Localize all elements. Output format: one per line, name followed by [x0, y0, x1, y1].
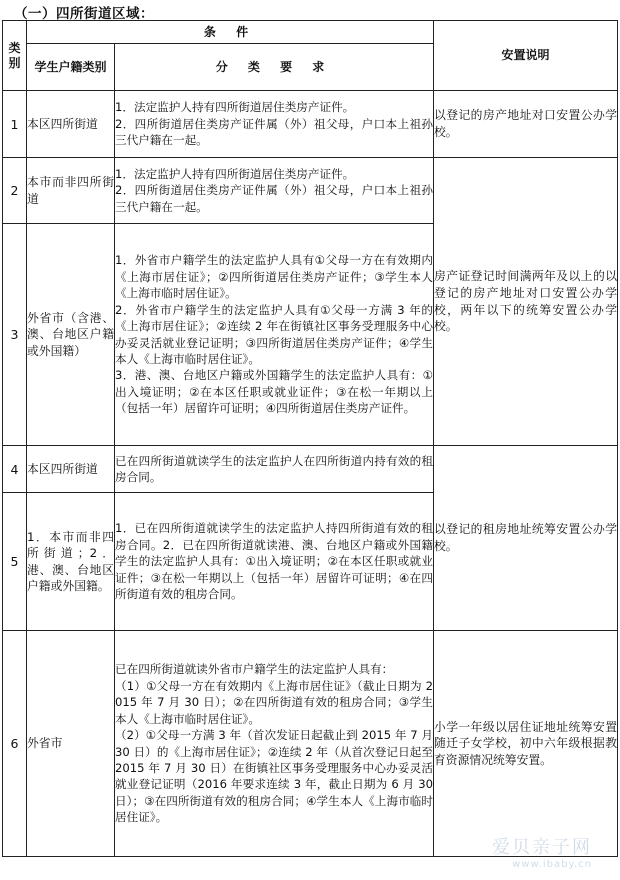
requirements: 已在四所街道就读外省市户籍学生的法定监护人具有： （1）①父母一方在有效期内《上海市居住证》（截止日期为 2015 年 7 月 30 日）；②在四所街道有效的租房合同；③学生本人《上海市临时居住证》。 （2）①父母一方满 3 年（首次发证日起截止到 2015 年 7 月 30 日）的《上海市居住证》；②连续 2 年（从首次登记日起至 2015 年 7 月 30 日）在街镇社区事务受理服务中心办妥灵活就业登记证明（2016 年要求连续 3 年，截止日期为 6 月 30 日）；③在四所街道有效的租房合同；④学生本人《上海市临时居住证》。 [115, 631, 434, 857]
header-conditions: 条 件 [27, 21, 434, 44]
requirements: 1．法定监护人持有四所街道居住类房产证件。 2．四所街道居住类房产证件属（外）祖父母，户口本上祖孙三代户籍在一起。 [115, 91, 434, 158]
category-number: 2 [3, 158, 27, 224]
student-type: 外省市（含港、澳、台地区户籍或外国籍） [27, 224, 115, 446]
category-number: 4 [3, 446, 27, 493]
placement-note: 房产证登记时间满两年及以上的以登记的房产地址对口安置公办学校，两年以下的统筹安置公办学校。 [434, 158, 618, 446]
header-requirements: 分 类 要 求 [115, 44, 434, 91]
section-heading: （一）四所街道区域： [14, 6, 154, 22]
requirements: 1．已在四所街道就读学生的法定监护人持四所街道有效的租房合同。2．已在四所街道就读港、澳、台地区户籍或外国籍学生的法定监护人具有：①出入境证明；②在本区任职或就业证件；③在松一年期以上（包括一年）居留许可证明；④在四所街道有效的租房合同。 [115, 493, 434, 631]
enrollment-conditions-table [2, 20, 618, 857]
requirements: 1．法定监护人持有四所街道居住类房产证件。 2．四所街道居住类房产证件属（外）祖父母，户口本上祖孙三代户籍在一起。 [115, 158, 434, 224]
category-number: 6 [3, 631, 27, 857]
student-type: 外省市 [27, 631, 115, 857]
requirements: 1．外省市户籍学生的法定监护人具有①父母一方在有效期内《上海市居住证》；②四所街道居住类房产证件；③学生本人《上海市临时居住证》。 2．外省市户籍学生的法定监护人具有①父母一方满 3 年的《上海市居住证》；②连续 2 年在街镇社区事务受理服务中心办妥灵活就业登记证明；③四所街道居住类房产证件；④学生本人《上海市临时居住证》。 3．港、澳、台地区户籍或外国籍学生的法定监护人具有：①出入境证明；②在本区任职或就业证件；③在松一年期以上（包括一年）居留许可证明；④四所街道居住类房产证件。 [115, 224, 434, 446]
header-student-type: 学生户籍类别 [27, 44, 115, 91]
table-row [3, 631, 618, 857]
student-type: 本市而非四所街道 [27, 158, 115, 224]
placement-note: 以登记的租房地址统筹安置公办学校。 [434, 446, 618, 631]
category-number: 5 [3, 493, 27, 631]
student-type: 本区四所街道 [27, 446, 115, 493]
table-row [3, 91, 618, 158]
category-number: 3 [3, 224, 27, 446]
placement-note: 小学一年级以居住证地址统筹安置随迁子女学校，初中六年级根据教育资源情况统筹安置。 [434, 631, 618, 857]
placement-note: 以登记的房产地址对口安置公办学校。 [434, 91, 618, 158]
site-watermark: 爱贝亲子网 www.ibaby.cn [492, 837, 592, 870]
table-row [3, 158, 618, 224]
category-number: 1 [3, 91, 27, 158]
header-placement: 安置说明 [434, 21, 618, 91]
header-category: 类别 [3, 21, 27, 91]
student-type: 本区四所街道 [27, 91, 115, 158]
table-row [3, 446, 618, 493]
student-type: 1．本市而非四所街道；2．港、澳、台地区户籍或外国籍。 [27, 493, 115, 631]
requirements: 已在四所街道就读学生的法定监护人在四所街道内持有效的租房合同。 [115, 446, 434, 493]
